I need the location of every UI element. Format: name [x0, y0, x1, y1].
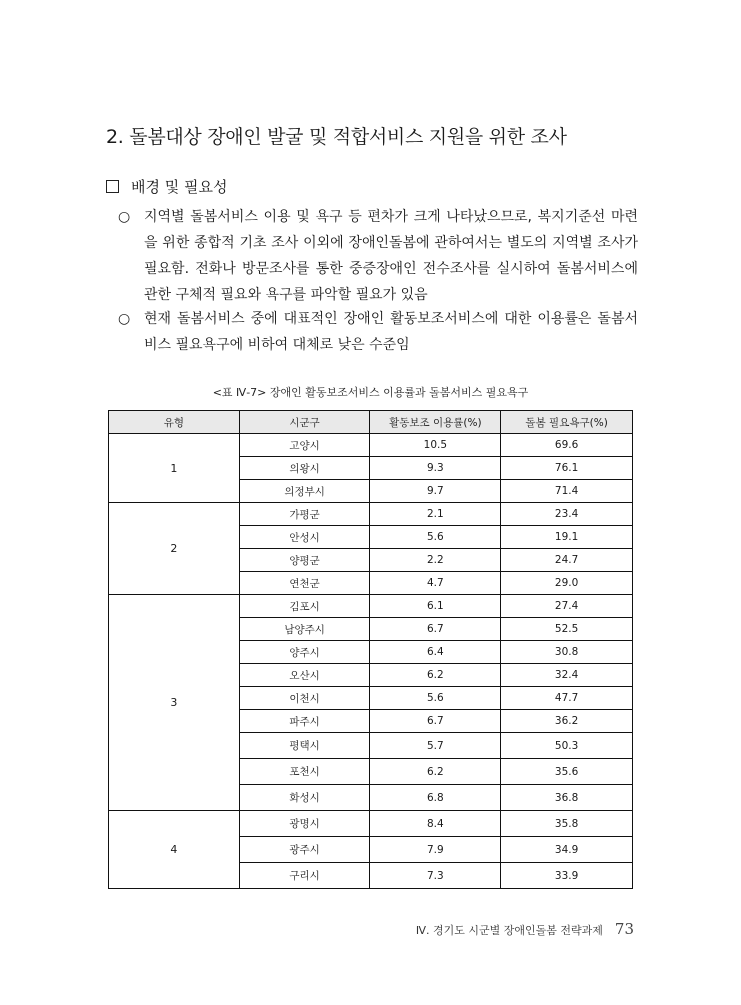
usage-cell: 6.7 — [370, 710, 501, 733]
usage-cell: 5.6 — [370, 526, 501, 549]
region-cell: 가평군 — [239, 503, 370, 526]
need-cell: 36.2 — [501, 710, 633, 733]
need-cell: 34.9 — [501, 837, 633, 863]
region-cell: 광주시 — [239, 837, 370, 863]
table-header-row — [109, 411, 633, 434]
column-header-usage: 활동보조 이용률(%) — [370, 411, 501, 434]
region-cell: 파주시 — [239, 710, 370, 733]
need-cell: 47.7 — [501, 687, 633, 710]
circle-bullet-icon: ○ — [118, 311, 131, 327]
usage-cell: 5.7 — [370, 733, 501, 759]
need-cell: 30.8 — [501, 641, 633, 664]
region-cell: 연천군 — [239, 572, 370, 595]
usage-cell: 6.2 — [370, 759, 501, 785]
usage-cell: 4.7 — [370, 572, 501, 595]
usage-cell: 7.9 — [370, 837, 501, 863]
usage-cell: 7.3 — [370, 863, 501, 889]
need-cell: 33.9 — [501, 863, 633, 889]
usage-cell: 9.3 — [370, 457, 501, 480]
region-cell: 양평군 — [239, 549, 370, 572]
need-cell: 35.6 — [501, 759, 633, 785]
usage-cell: 6.1 — [370, 595, 501, 618]
need-cell: 27.4 — [501, 595, 633, 618]
bullet-item — [118, 204, 638, 308]
region-cell: 이천시 — [239, 687, 370, 710]
type-cell: 3 — [109, 595, 240, 811]
column-header-region: 시군구 — [239, 411, 370, 434]
page-footer — [416, 920, 634, 938]
column-header-type: 유형 — [109, 411, 240, 434]
region-cell: 의왕시 — [239, 457, 370, 480]
region-cell: 포천시 — [239, 759, 370, 785]
need-cell: 24.7 — [501, 549, 633, 572]
usage-cell: 6.8 — [370, 785, 501, 811]
subsection-heading-text: 배경 및 필요성 — [131, 178, 228, 196]
table-caption: <표 Ⅳ-7> 장애인 활동보조서비스 이용률과 돌봄서비스 필요욕구 — [212, 386, 529, 399]
region-cell: 남양주시 — [239, 618, 370, 641]
region-cell: 화성시 — [239, 785, 370, 811]
type-cell: 2 — [109, 503, 240, 595]
need-cell: 71.4 — [501, 480, 633, 503]
type-cell: 1 — [109, 434, 240, 503]
need-cell: 50.3 — [501, 733, 633, 759]
region-cell: 의정부시 — [239, 480, 370, 503]
bullet-item — [118, 306, 638, 358]
need-cell: 76.1 — [501, 457, 633, 480]
need-cell: 52.5 — [501, 618, 633, 641]
usage-cell: 6.4 — [370, 641, 501, 664]
region-cell: 안성시 — [239, 526, 370, 549]
page-number: 73 — [614, 920, 634, 938]
usage-cell: 9.7 — [370, 480, 501, 503]
usage-cell: 2.1 — [370, 503, 501, 526]
table-row — [109, 595, 633, 618]
footer-chapter-title: Ⅳ. 경기도 시군별 장애인돌봄 전략과제 — [415, 924, 603, 937]
region-cell: 김포시 — [239, 595, 370, 618]
need-cell: 19.1 — [501, 526, 633, 549]
bullet-text: 지역별 돌봄서비스 이용 및 욕구 등 편차가 크게 나타났으므로, 복지기준선 마련을 위한 종합적 기초 조사 이외에 장애인돌봄에 관하여서는 별도의 지역별 조사가 필요함. 전화나 방문조사를 통한 중증장애인 전수조사를 실시하여 돌봄서비스에 관한 구체적 필요와 욕구를 파악할 필요가 있음 — [144, 209, 638, 303]
region-cell: 평택시 — [239, 733, 370, 759]
table-row — [109, 503, 633, 526]
region-cell: 양주시 — [239, 641, 370, 664]
need-cell: 35.8 — [501, 811, 633, 837]
region-cell: 구리시 — [239, 863, 370, 889]
usage-cell: 5.6 — [370, 687, 501, 710]
need-cell: 29.0 — [501, 572, 633, 595]
table-row — [109, 434, 633, 457]
table-row — [109, 811, 633, 837]
subsection-heading — [106, 176, 227, 197]
usage-cell: 6.2 — [370, 664, 501, 687]
usage-cell: 2.2 — [370, 549, 501, 572]
column-header-need: 돌봄 필요욕구(%) — [501, 411, 633, 434]
need-cell: 23.4 — [501, 503, 633, 526]
data-table — [108, 410, 633, 889]
circle-bullet-icon: ○ — [118, 209, 131, 225]
section-title: 2. 돌봄대상 장애인 발굴 및 적합서비스 지원을 위한 조사 — [106, 126, 567, 148]
square-outline-icon — [106, 180, 119, 193]
usage-cell: 8.4 — [370, 811, 501, 837]
need-cell: 32.4 — [501, 664, 633, 687]
usage-cell: 6.7 — [370, 618, 501, 641]
bullet-text: 현재 돌봄서비스 중에 대표적인 장애인 활동보조서비스에 대한 이용률은 돌봄서비스 필요욕구에 비하여 대체로 낮은 수준임 — [144, 311, 638, 353]
need-cell: 36.8 — [501, 785, 633, 811]
region-cell: 고양시 — [239, 434, 370, 457]
region-cell: 광명시 — [239, 811, 370, 837]
type-cell: 4 — [109, 811, 240, 889]
need-cell: 69.6 — [501, 434, 633, 457]
usage-cell: 10.5 — [370, 434, 501, 457]
region-cell: 오산시 — [239, 664, 370, 687]
